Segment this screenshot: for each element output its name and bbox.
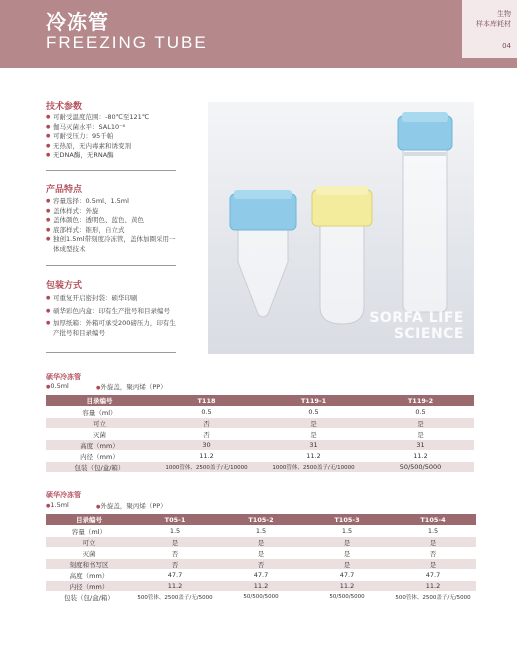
category-tab — [462, 0, 517, 58]
page-number: 04 — [502, 42, 511, 50]
table-cell: 包装（包/盒/箱） — [46, 592, 132, 603]
table-cell: 0.5 — [260, 407, 367, 418]
table-cell: 否 — [153, 418, 260, 429]
table-row — [46, 418, 474, 429]
table-cell: 是 — [304, 537, 390, 548]
table-row — [46, 429, 474, 440]
table-header-cell: T105-2 — [218, 514, 304, 526]
table-cell: 否 — [132, 559, 218, 570]
list-item: ● 可耐受压力：95千帕 — [46, 132, 181, 142]
watermark-line-2: SCIENCE — [393, 326, 464, 342]
page-title-en: FREEZING TUBE — [46, 33, 208, 52]
table-cell: 是 — [218, 537, 304, 548]
table-cell: 50/500/5000 — [218, 592, 304, 603]
table-header-cell: T105-3 — [304, 514, 390, 526]
table-row — [46, 451, 474, 462]
table-cell: 500管体、2500盖子/无/5000 — [132, 592, 218, 603]
list-item: ● 底部样式：锥形，自立式 — [46, 226, 181, 236]
list-item: ● 硕华彩色内盒：印有生产批号和目录编号 — [46, 307, 181, 317]
table-row — [46, 592, 476, 603]
tech-params-list — [46, 113, 181, 161]
table-cell: 是 — [260, 429, 367, 440]
table-cell: 1.5 — [132, 526, 218, 537]
table1-spec-volume: ●0.5ml — [46, 382, 69, 390]
table-row — [46, 407, 474, 418]
table-cell: 11.2 — [367, 451, 474, 462]
table-cell: 高度（mm） — [46, 570, 132, 581]
table-cell: 灭菌 — [46, 548, 132, 559]
table1-title: 硕华冷冻管 — [46, 373, 81, 381]
table-cell: 容量（ml） — [46, 407, 153, 418]
list-item: ● 无热原，无内毒素和诱变剂 — [46, 142, 181, 152]
table-cell: 11.2 — [132, 581, 218, 592]
table-cell: 是 — [304, 548, 390, 559]
table-row — [46, 462, 474, 473]
table-cell: 包装（包/盒/箱） — [46, 462, 153, 473]
table-cell: 否 — [390, 548, 476, 559]
blue-cap-conical-tube — [230, 190, 296, 317]
table-cell: 否 — [132, 548, 218, 559]
section-title-tech-params: 技术参数 — [46, 102, 83, 112]
table-header-cell: T118 — [153, 395, 260, 407]
list-item: ● 加厚纸箱：外箱可承受200磅压力，印有生产批号和目录编号 — [46, 319, 181, 338]
table-cell: 是 — [132, 537, 218, 548]
table-header-cell: 目录编号 — [46, 514, 132, 526]
table2-title: 硕华冷冻管 — [46, 491, 81, 499]
table-cell: 1.5 — [218, 526, 304, 537]
page-title-cn: 冷冻管 — [46, 10, 109, 34]
page-header — [0, 0, 517, 68]
table-cell: 1000管体、2500盖子/无/10000 — [153, 462, 260, 473]
table-cell: 是 — [390, 537, 476, 548]
table-cell: 31 — [260, 440, 367, 451]
table-cell: 1.5 — [304, 526, 390, 537]
table-header-cell: T119-2 — [367, 395, 474, 407]
category-line-1: 生物 — [497, 10, 511, 18]
table-header-row — [46, 514, 476, 526]
list-item: ● 盖体样式：外旋 — [46, 207, 181, 217]
section-divider — [46, 352, 176, 353]
table-cell: 1000管体、2500盖子/无/10000 — [260, 462, 367, 473]
table-cell: 内径（mm） — [46, 581, 132, 592]
table-cell: 是 — [304, 559, 390, 570]
section-divider — [46, 170, 176, 171]
list-item: ● 可重复开启密封袋：硕华印刷 — [46, 294, 181, 304]
table-cell: 47.7 — [132, 570, 218, 581]
table-cell: 30 — [153, 440, 260, 451]
table-row — [46, 440, 474, 451]
table-cell: 47.7 — [304, 570, 390, 581]
watermark-line-1: SORFA LIFE — [369, 310, 464, 326]
table-cell: 47.7 — [218, 570, 304, 581]
list-item: ● 伽马灭菌水平：SAL10⁻⁶ — [46, 123, 181, 133]
table-row — [46, 537, 476, 548]
table2-spec-volume: ●1.5ml — [46, 501, 69, 509]
table-row — [46, 570, 476, 581]
table-header-row — [46, 395, 474, 407]
table-cell: 高度（mm） — [46, 440, 153, 451]
table-row — [46, 581, 476, 592]
list-item: ● 独创1.5ml带刻度冷冻管，盖体加圈采用一体成型技术 — [46, 235, 181, 254]
section-title-packaging: 包装方式 — [46, 281, 83, 291]
category-line-2: 样本库耗材 — [476, 20, 511, 28]
table-cell: 是 — [367, 429, 474, 440]
table-cell: 11.2 — [218, 581, 304, 592]
list-item: ● 可耐受温度范围：-80℃至121℃ — [46, 113, 181, 123]
table-cell: 内径（mm） — [46, 451, 153, 462]
section-divider — [46, 265, 176, 266]
list-item: ● 无DNA酶，无RNA酶 — [46, 151, 181, 161]
table2 — [46, 514, 476, 603]
table1-spec-cap: ●外旋盖，聚丙烯（PP） — [96, 383, 167, 391]
list-item: ● 盖体颜色：透明色、蓝色、黄色 — [46, 216, 181, 226]
features-list — [46, 197, 181, 254]
table1 — [46, 395, 474, 473]
table-cell: 刻度和书写区 — [46, 559, 132, 570]
table-cell: 0.5 — [367, 407, 474, 418]
table-cell: 47.7 — [390, 570, 476, 581]
tall-tube — [398, 112, 452, 312]
section-title-features: 产品特点 — [46, 185, 83, 195]
table-cell: 50/500/5000 — [304, 592, 390, 603]
table-cell: 0.5 — [153, 407, 260, 418]
table-cell: 500管体、2500盖子/无/5000 — [390, 592, 476, 603]
table-cell: 是 — [390, 559, 476, 570]
packaging-list — [46, 294, 181, 338]
table-cell: 可立 — [46, 537, 132, 548]
table-cell: 可立 — [46, 418, 153, 429]
table-cell: 灭菌 — [46, 429, 153, 440]
table-cell: 11.2 — [260, 451, 367, 462]
table-cell: 11.2 — [390, 581, 476, 592]
table-cell: 50/500/5000 — [367, 462, 474, 473]
product-photo — [208, 102, 474, 354]
table-header-cell: T105-4 — [390, 514, 476, 526]
table-cell: 1.5 — [390, 526, 476, 537]
table-row — [46, 526, 476, 537]
table-cell: 11.2 — [153, 451, 260, 462]
table-header-cell: T05-1 — [132, 514, 218, 526]
table-cell: 31 — [367, 440, 474, 451]
table-cell: 容量（ml） — [46, 526, 132, 537]
table-cell: 否 — [218, 559, 304, 570]
table-row — [46, 548, 476, 559]
list-item: ● 容量选择：0.5ml、1.5ml — [46, 197, 181, 207]
table-cell: 是 — [367, 418, 474, 429]
table-cell: 是 — [260, 418, 367, 429]
table-row — [46, 559, 476, 570]
table2-spec-cap: ●外旋盖，聚丙烯（PP） — [96, 502, 167, 510]
table-header-cell: 目录编号 — [46, 395, 153, 407]
table-cell: 11.2 — [304, 581, 390, 592]
yellow-cap-tube — [312, 186, 372, 324]
table-cell: 是 — [218, 548, 304, 559]
table-header-cell: T119-1 — [260, 395, 367, 407]
table-cell: 否 — [153, 429, 260, 440]
